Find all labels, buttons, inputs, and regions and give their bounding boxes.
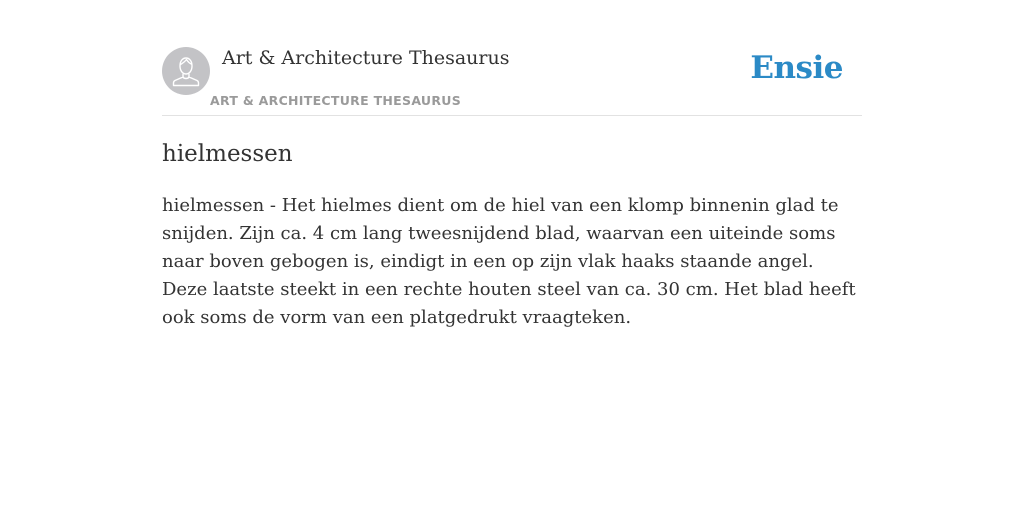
entry-definition: hielmessen - Het hielmes dient om de hiel van een klomp binnenin glad te snijden. Zijn ca. 4 cm lang tweesnijdend blad, waarvan een uiteinde soms naar boven gebogen is, eindigt in een op zijn vlak haaks staande angel. Deze laatste steekt in een rechte houten steel van ca. 30 cm. Het blad heeft ook soms de vorm van een platgedrukt vraagteken. — [162, 195, 856, 328]
entry-header — [162, 0, 862, 116]
author-name-link[interactable]: Art & Architecture Thesaurus — [222, 47, 510, 69]
author-subtitle: ART & ARCHITECTURE THESAURUS — [210, 93, 462, 108]
author-avatar[interactable] — [162, 47, 210, 95]
brand-logo[interactable]: Ensie — [750, 50, 843, 86]
entry-title: hielmessen — [162, 141, 293, 167]
entry-page — [162, 0, 862, 328]
user-silhouette-icon — [162, 47, 210, 95]
